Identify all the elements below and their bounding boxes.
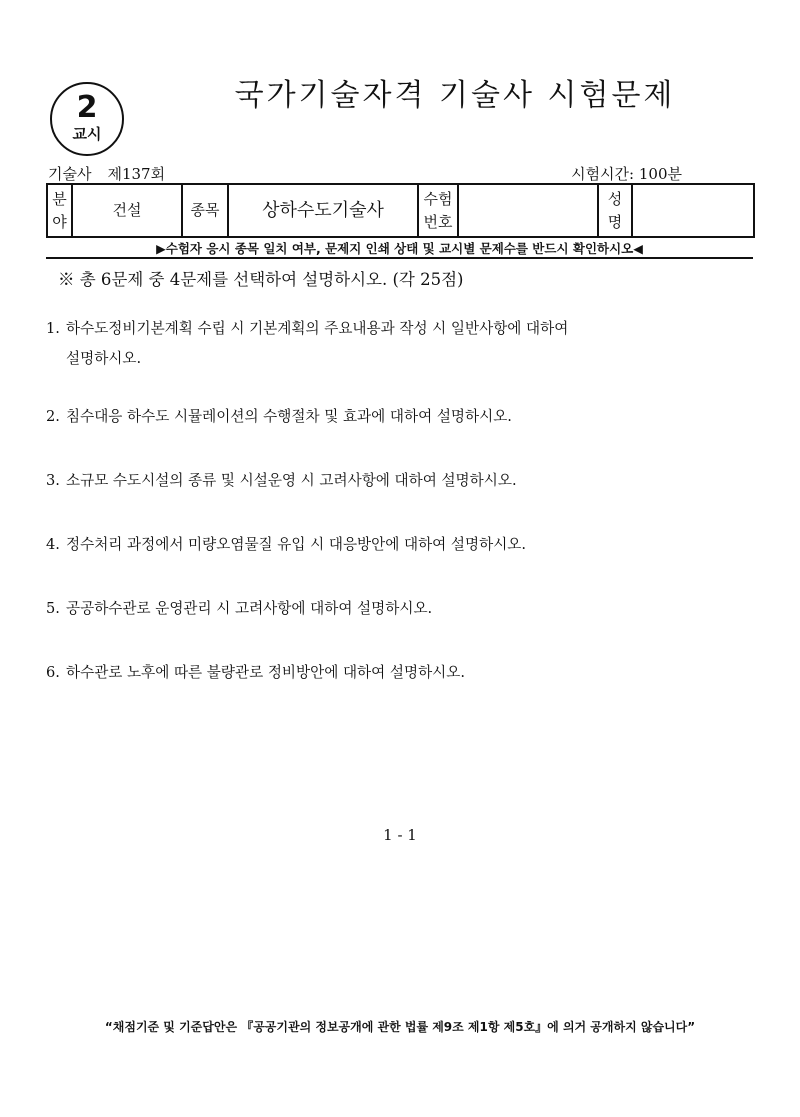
page-number: 1 - 1 xyxy=(383,826,417,844)
question-text: 정수처리 과정에서 미량오염물질 유입 시 대응방안에 대하여 설명하시오. xyxy=(66,536,527,553)
exam-number-field[interactable] xyxy=(458,184,598,237)
candidate-notice: ▶수험자 응시 종목 일치 여부, 문제지 인쇄 상태 및 교시별 문제수를 반드시 확인하시오◀ xyxy=(156,241,643,256)
question-text: 하수관로 노후에 따른 불량관로 정비방안에 대하여 설명하시오. xyxy=(66,664,466,681)
exam-time xyxy=(571,163,682,184)
question-number: 1. xyxy=(46,320,60,337)
question-number: 3. xyxy=(46,472,60,489)
question-text: 하수도정비기본계획 수립 시 기본계획의 주요내용과 작성 시 일반사항에 대하여 xyxy=(66,320,569,337)
question-text: 침수대응 하수도 시뮬레이션의 수행절차 및 효과에 대하여 설명하시오. xyxy=(66,408,512,425)
field-label-bottom: 야 xyxy=(52,212,67,231)
field-label-top: 분 xyxy=(52,189,67,208)
exam-meta-left xyxy=(48,163,165,184)
question-item xyxy=(46,530,746,560)
exam-time-value: 100분 xyxy=(638,165,682,183)
exam-number-label-top: 수험 xyxy=(423,189,453,208)
question-text: 공공하수관로 운영관리 시 고려사항에 대하여 설명하시오. xyxy=(66,600,433,617)
item-value: 상하수도기술사 xyxy=(228,184,418,237)
question-item xyxy=(46,658,746,688)
item-label: 종목 xyxy=(182,184,228,237)
question-number: 4. xyxy=(46,536,60,553)
question-item xyxy=(46,594,746,624)
exam-title: 국가기술자격 기술사 시험문제 xyxy=(234,78,676,113)
session-badge xyxy=(50,82,124,156)
exam-number-label-cell xyxy=(418,184,458,237)
exam-number-label-bottom: 번호 xyxy=(423,212,453,231)
question-text-continued: 설명하시오. xyxy=(66,350,142,367)
question-text: 소규모 수도시설의 종류 및 시설운영 시 고려사항에 대하여 설명하시오. xyxy=(66,472,517,489)
exam-round: 제137회 xyxy=(107,165,166,183)
disclosure-footer-note: “채점기준 및 기준답안은 『공공기관의 정보공개에 관한 법률 제9조 제1항 제5호』에 의거 공개하지 않습니다” xyxy=(104,1020,696,1034)
header-divider xyxy=(46,257,753,259)
session-label: 교시 xyxy=(72,125,102,143)
question-number: 6. xyxy=(46,664,60,681)
question-number: 5. xyxy=(46,600,60,617)
exam-category: 기술사 xyxy=(48,165,92,183)
name-label-cell xyxy=(598,184,632,237)
question-item xyxy=(46,314,746,374)
question-item xyxy=(46,466,746,496)
question-list xyxy=(46,314,746,722)
name-label-top: 성 xyxy=(607,189,623,208)
session-number: 2 xyxy=(76,90,98,125)
exam-info-table xyxy=(46,183,755,238)
field-label-cell xyxy=(47,184,72,237)
name-label-bottom: 명 xyxy=(607,212,623,231)
question-number: 2. xyxy=(46,408,60,425)
name-field[interactable] xyxy=(632,184,754,237)
instruction-line: ※ 총 6문제 중 4문제를 선택하여 설명하시오. (각 25점) xyxy=(58,270,464,289)
exam-time-label: 시험시간: xyxy=(571,165,635,183)
question-item xyxy=(46,402,746,432)
field-value: 건설 xyxy=(72,184,182,237)
